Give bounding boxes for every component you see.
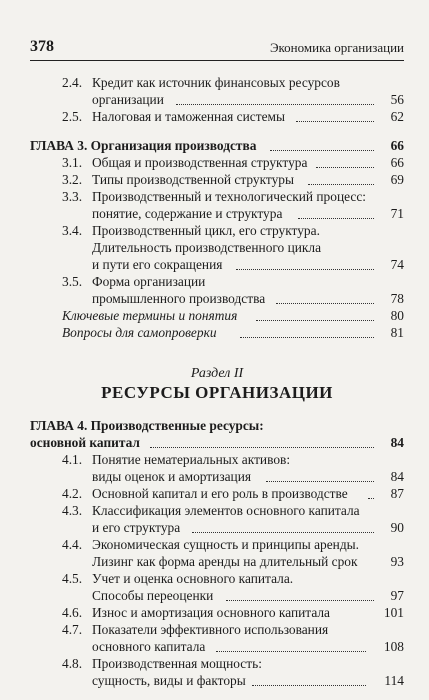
toc-title: Лизинг как форма аренды на длительный срок bbox=[92, 554, 358, 569]
toc-title: Форма организации bbox=[92, 274, 206, 289]
toc-entry-4-2 bbox=[30, 485, 404, 502]
toc-number: 4.1. bbox=[62, 452, 83, 467]
chapter-title: основной капитал bbox=[30, 435, 140, 450]
table-of-contents bbox=[30, 74, 404, 689]
dot-leader bbox=[316, 167, 374, 168]
toc-title: Основной капитал и его роль в производстве bbox=[92, 486, 348, 501]
page-number: 378 bbox=[30, 38, 54, 55]
toc-page: 93 bbox=[390, 554, 404, 569]
header-rule bbox=[30, 60, 404, 61]
toc-questions bbox=[30, 324, 404, 341]
toc-entry-3-2 bbox=[30, 171, 404, 188]
toc-title: Ключевые термины и понятия bbox=[62, 308, 238, 323]
toc-title: Понятие нематериальных активов: bbox=[92, 452, 291, 467]
toc-page: 71 bbox=[390, 206, 404, 221]
toc-title: Длительность производственного цикла bbox=[92, 240, 322, 255]
toc-title: понятие, содержание и структура bbox=[92, 206, 283, 221]
toc-number: 4.6. bbox=[62, 605, 83, 620]
toc-page: 97 bbox=[390, 588, 404, 603]
toc-page: 78 bbox=[390, 291, 404, 306]
chapter-title: ГЛАВА 3. Организация производства bbox=[30, 138, 257, 153]
toc-number: 3.2. bbox=[62, 172, 83, 187]
toc-page: 84 bbox=[390, 469, 404, 484]
toc-entry-2-5 bbox=[30, 108, 404, 125]
toc-number: 4.5. bbox=[62, 571, 83, 586]
toc-entry-4-3 bbox=[30, 502, 404, 519]
toc-page: 66 bbox=[390, 155, 404, 170]
toc-chapter-3 bbox=[30, 137, 404, 154]
toc-title: основного капитала bbox=[92, 639, 206, 654]
toc-title: Учет и оценка основного капитала. bbox=[92, 571, 294, 586]
toc-title: Типы производственной структуры bbox=[92, 172, 294, 187]
toc-number: 3.3. bbox=[62, 189, 83, 204]
toc-entry-3-4 bbox=[30, 222, 404, 239]
toc-number: 3.4. bbox=[62, 223, 83, 238]
toc-title: Показатели эффективного использования bbox=[92, 622, 329, 637]
toc-title: и пути его сокращения bbox=[92, 257, 223, 272]
toc-title: и его структура bbox=[92, 520, 181, 535]
dot-leader bbox=[226, 600, 374, 601]
toc-title: Способы переоценки bbox=[92, 588, 214, 603]
toc-page: 81 bbox=[390, 325, 404, 340]
running-title: Экономика организации bbox=[269, 40, 404, 55]
toc-page: 56 bbox=[390, 92, 404, 107]
toc-key-terms bbox=[30, 307, 404, 324]
dot-leader bbox=[150, 447, 374, 448]
toc-number: 4.8. bbox=[62, 656, 83, 671]
dot-leader bbox=[176, 104, 374, 105]
chapter-title: ГЛАВА 4. Производственные ресурсы: bbox=[30, 418, 264, 433]
dot-leader bbox=[266, 481, 374, 482]
toc-page: 87 bbox=[390, 486, 404, 501]
toc-title: Износ и амортизация основного капитала bbox=[92, 605, 331, 620]
toc-entry-4-6 bbox=[30, 604, 404, 621]
toc-title: Экономическая сущность и принципы аренды. bbox=[92, 537, 359, 552]
toc-entry-3-1 bbox=[30, 154, 404, 171]
toc-number: 3.1. bbox=[62, 155, 83, 170]
dot-leader bbox=[240, 337, 374, 338]
toc-number: 2.4. bbox=[62, 75, 83, 90]
toc-title: сущность, виды и факторы bbox=[92, 673, 246, 688]
page-header bbox=[30, 38, 404, 58]
toc-number: 3.5. bbox=[62, 274, 83, 289]
toc-title: Производственная мощность: bbox=[92, 656, 262, 671]
toc-title: Классификация элементов основного капитала bbox=[92, 503, 360, 518]
dot-leader bbox=[276, 303, 374, 304]
toc-page: 62 bbox=[390, 109, 404, 124]
toc-page: 90 bbox=[390, 520, 404, 535]
toc-title: Производственный цикл, его структура. bbox=[92, 223, 320, 238]
toc-number: 4.4. bbox=[62, 537, 83, 552]
toc-page: 114 bbox=[384, 673, 404, 688]
toc-page: 84 bbox=[390, 435, 404, 450]
section-title: РЕСУРСЫ ОРГАНИЗАЦИИ bbox=[101, 383, 333, 402]
toc-number: 4.3. bbox=[62, 503, 83, 518]
dot-leader bbox=[298, 218, 374, 219]
dot-leader bbox=[308, 184, 374, 185]
toc-page: 108 bbox=[383, 639, 404, 654]
toc-entry-4-5 bbox=[30, 570, 404, 587]
dot-leader bbox=[368, 498, 374, 499]
toc-title: Кредит как источник финансовых ресурсов bbox=[92, 75, 340, 90]
toc-page: 66 bbox=[390, 138, 404, 153]
toc-chapter-4 bbox=[30, 417, 404, 434]
toc-entry-4-7 bbox=[30, 621, 404, 638]
toc-entry-3-5 bbox=[30, 273, 404, 290]
toc-page: 101 bbox=[383, 605, 404, 620]
toc-title: организации bbox=[92, 92, 164, 107]
dot-leader bbox=[296, 121, 374, 122]
toc-title: виды оценок и амортизация bbox=[92, 469, 252, 484]
toc-number: 4.7. bbox=[62, 622, 83, 637]
dot-leader bbox=[256, 320, 374, 321]
dot-leader bbox=[192, 532, 374, 533]
toc-page: 69 bbox=[390, 172, 404, 187]
toc-title: Производственный и технологический процесс: bbox=[92, 189, 366, 204]
toc-entry-4-1 bbox=[30, 451, 404, 468]
toc-number: 2.5. bbox=[62, 109, 83, 124]
toc-title: Налоговая и таможенная системы bbox=[92, 109, 285, 124]
toc-page: 74 bbox=[390, 257, 404, 272]
toc-number: 4.2. bbox=[62, 486, 83, 501]
toc-entry-2-4 bbox=[30, 74, 404, 91]
toc-entry-3-3 bbox=[30, 188, 404, 205]
dot-leader bbox=[252, 685, 366, 686]
dot-leader bbox=[236, 269, 374, 270]
toc-title: промышленного производства bbox=[92, 291, 266, 306]
toc-page: 80 bbox=[390, 308, 404, 323]
dot-leader bbox=[216, 651, 366, 652]
toc-title: Вопросы для самопроверки bbox=[62, 325, 217, 340]
toc-title: Общая и производственная структура bbox=[92, 155, 308, 170]
dot-leader bbox=[270, 150, 374, 151]
section-label: Раздел II bbox=[190, 366, 244, 381]
toc-entry-4-4 bbox=[30, 536, 404, 553]
toc-entry-4-8 bbox=[30, 655, 404, 672]
